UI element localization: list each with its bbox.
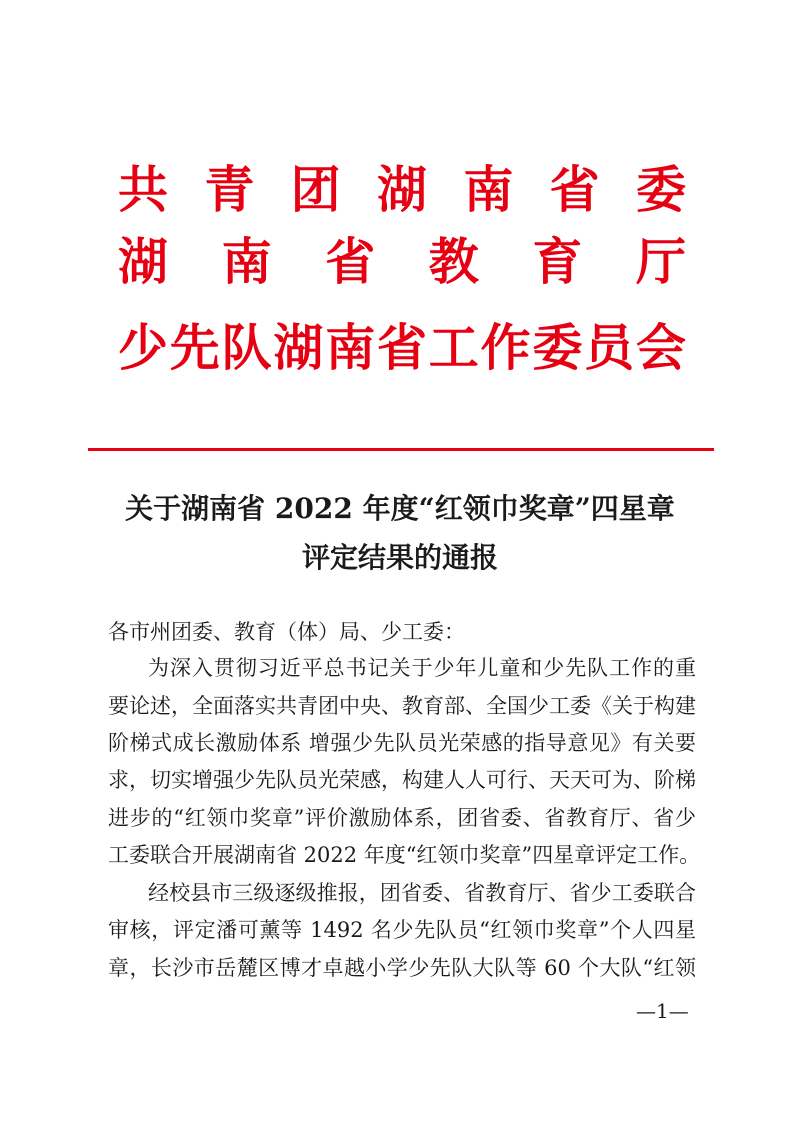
org-line-char: 队	[221, 319, 272, 377]
org-line-char: 南	[463, 161, 514, 219]
body-paragraph-1-line-6: 工委联合开展湖南省 2022 年度“红领巾奖章”四星章评定工作。	[108, 843, 701, 867]
org-line-char: 员	[584, 319, 635, 377]
body-paragraph-1-line-5: 进步的“红领巾奖章”评价激励体系，团省委、省教育厅、省少	[108, 806, 696, 830]
org-line-char: 省	[325, 233, 376, 291]
body-paragraph-2-line-1: 经校县市三级逐级推报，团省委、省教育厅、省少工委联合	[148, 881, 696, 905]
org-line-char: 厅	[635, 233, 686, 291]
org-line-char: 工	[428, 319, 479, 377]
org-line-char: 先	[169, 319, 220, 377]
org-line-char: 湖	[376, 161, 427, 219]
body-paragraph-2-line-3: 章，长沙市岳麓区博才卓越小学少先队大队等 60 个大队“红领	[108, 956, 696, 980]
org-line-char: 南	[221, 233, 272, 291]
org-line-char: 团	[290, 161, 341, 219]
document-title-line-2: 评定结果的通报	[301, 541, 498, 574]
body-paragraph-1-line-2: 要论述，全面落实共青团中央、教育部、全国少工委《关于构建	[108, 694, 696, 718]
issuing-org-line-2	[118, 232, 686, 292]
org-line-char: 南	[325, 319, 376, 377]
org-line-char: 教	[428, 233, 479, 291]
body-paragraph-2-line-2: 审核，评定潘可薰等 1492 名少先队员“红领巾奖章”个人四星	[108, 918, 696, 942]
org-line-char: 共	[118, 161, 168, 219]
org-line-char: 会	[635, 319, 686, 377]
body-paragraph-1-line-3: 阶梯式成长激励体系 增强少先队员光荣感的指导意见》有关要	[108, 731, 696, 755]
org-line-char: 委	[635, 161, 686, 219]
org-line-char: 省	[549, 161, 600, 219]
red-divider-line	[88, 448, 714, 451]
org-line-char: 作	[480, 319, 531, 377]
org-line-char: 湖	[118, 233, 168, 291]
body-paragraph-1-line-4: 求，切实增强少先队员光荣感，构建人人可行、天天可为、阶梯	[108, 768, 696, 792]
page-number: —1—	[636, 999, 689, 1023]
issuing-org-line-3	[118, 318, 686, 378]
org-line-char: 省	[376, 319, 427, 377]
org-line-char: 少	[118, 319, 168, 377]
issuing-org-line-1	[118, 160, 686, 220]
org-line-char: 育	[532, 233, 583, 291]
org-line-char: 湖	[273, 319, 324, 377]
document-title-line-1: 关于湖南省 2022 年度“红领巾奖章”四星章	[125, 492, 675, 525]
org-line-char: 青	[204, 161, 255, 219]
org-line-char: 委	[532, 319, 583, 377]
salutation: 各市州团委、教育（体）局、少工委：	[108, 620, 465, 644]
body-paragraph-1-line-1: 为深入贯彻习近平总书记关于少年儿童和少先队工作的重	[148, 656, 696, 680]
